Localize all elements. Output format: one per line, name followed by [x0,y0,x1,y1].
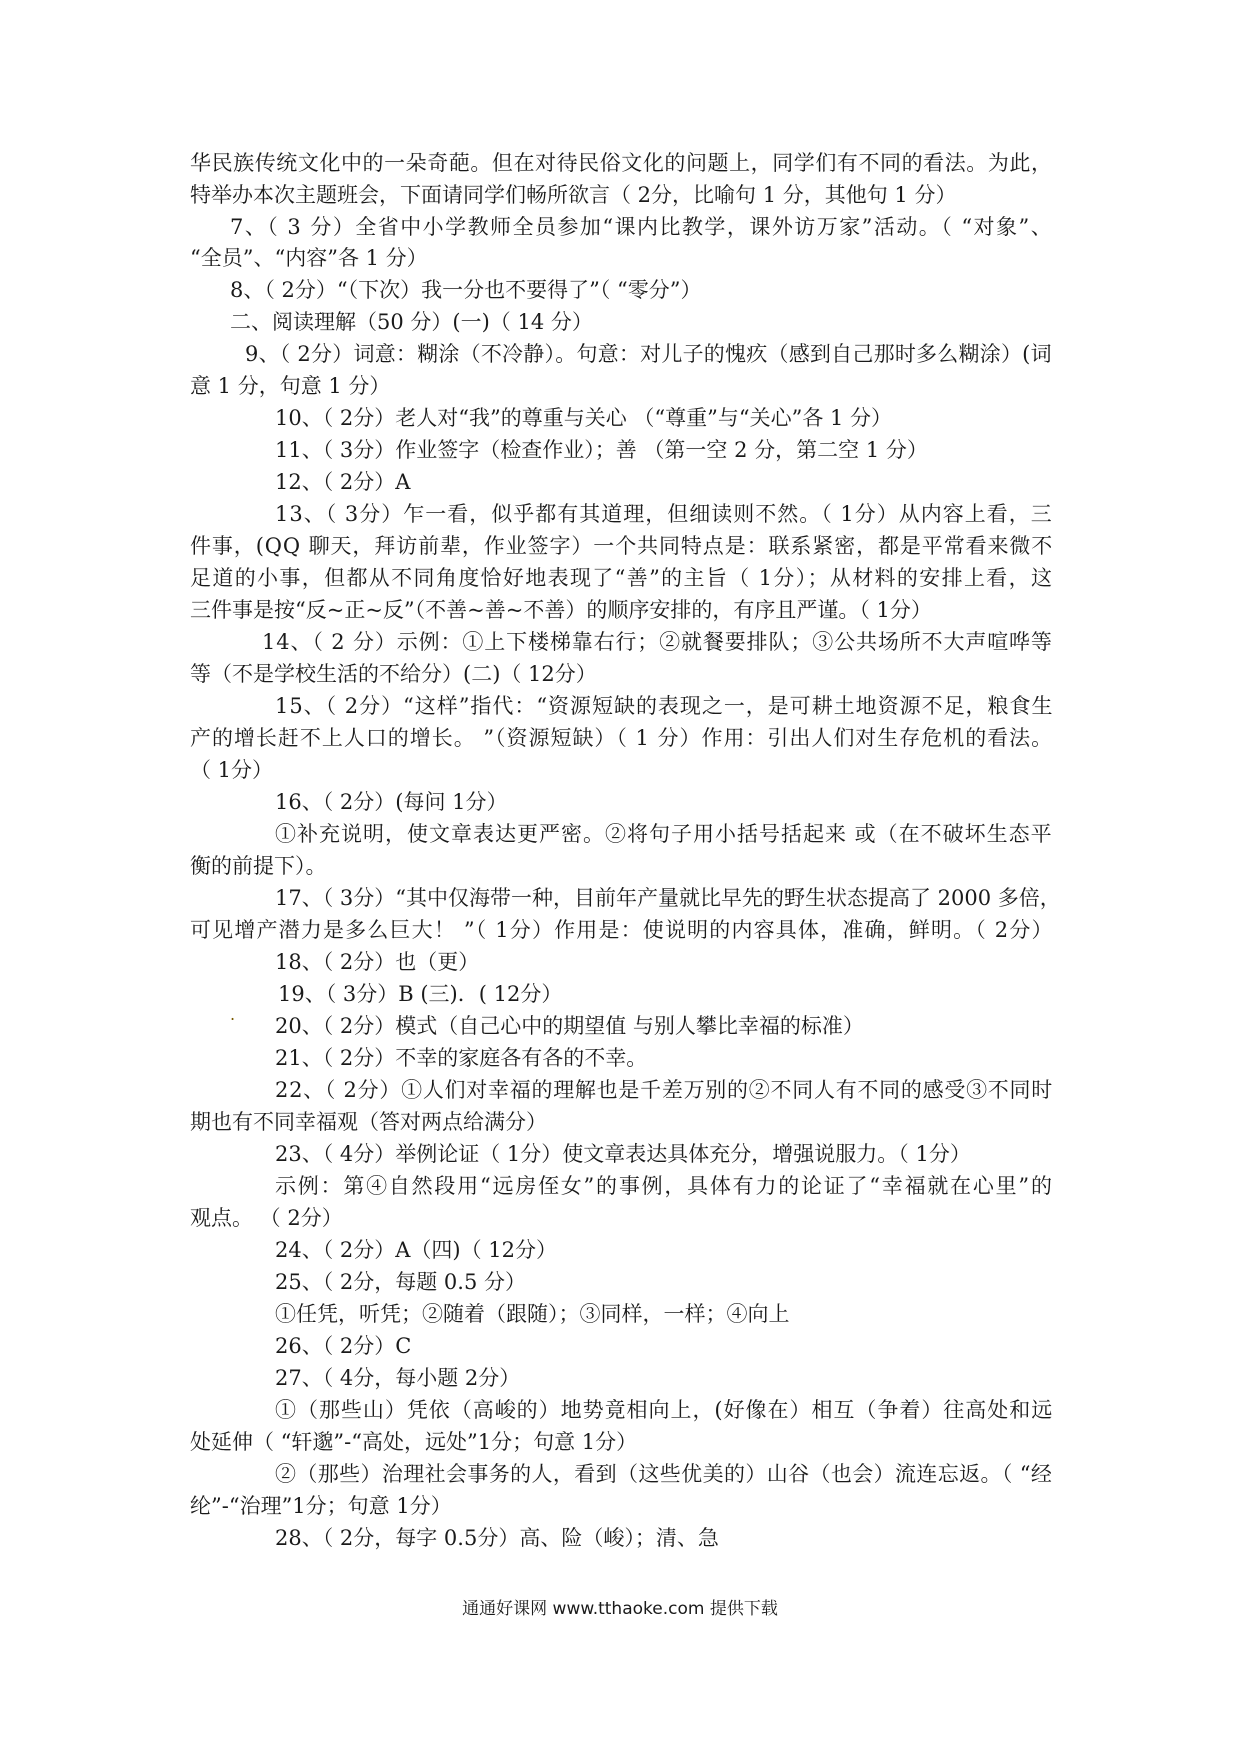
text-line: 16、（ 2分）(每问 1分） [275,790,508,814]
text-line: 观点。 （ 2分） [190,1206,343,1230]
text-line: 处延伸（ “轩邈”-“高处，远处”1分；句意 1分） [190,1430,638,1454]
text-line: 二、阅读理解（50 分）(一)（ 14 分） [230,310,593,334]
text-line: 15、（ 2分）“这样”指代：“资源短缺的表现之一，是可耕土地资源不足，粮食生 [275,694,1054,718]
text-line: 13、（ 3分）乍一看，似乎都有其道理，但细读则不然。（ 1分）从内容上看，三 [275,502,1053,526]
text-line: 27、（ 4分，每小题 2分） [275,1366,521,1390]
text-line: 18、（ 2分）也（更） [275,950,480,974]
stray-dot: . [230,1005,236,1024]
text-line: ①补充说明，使文章表达更严密。②将句子用小括号括起来 或（在不破坏生态平 [275,822,1053,846]
text-line: （ 1分） [190,758,274,782]
text-line: 22、（ 2分）①人们对幸福的理解也是千差万别的②不同人有不同的感受③不同时 [275,1078,1053,1102]
text-line: 意 1 分，句意 1 分） [190,374,391,398]
text-line: 24、（ 2分）A（四)（ 12分） [275,1238,558,1262]
text-line: 10、（ 2分）老人对“我”的尊重与关心 （“尊重”与“关心”各 1 分） [275,406,893,430]
text-line: 足道的小事，但都从不同角度恰好地表现了“善”的主旨（ 1分）；从材料的安排上看，这 [190,566,1054,590]
text-line: 示例：第④自然段用“远房侄女”的事例，具体有力的论证了“幸福就在心里”的 [275,1174,1054,1198]
text-line: 26、（ 2分）C [275,1334,412,1358]
text-line: 11、（ 3分）作业签字（检查作业）；善 （第一空 2 分，第二空 1 分） [275,438,928,462]
page-footer: 通通好课网 www.tthaoke.com 提供下载 [462,1599,778,1619]
text-line: 可见增产潜力是多么巨大！ ”（ 1分）作用是：使说明的内容具体，准确，鲜明。（ 2分） [190,918,1054,942]
text-line: 9、（ 2分）词意：糊涂（不冷静）。句意：对儿子的愧疚（感到自己那时多么糊涂）(词 [245,342,1052,366]
text-line: 特举办本次主题班会，下面请同学们畅所欲言（ 2分，比喻句 1 分，其他句 1 分） [190,183,957,207]
text-line: 三件事是按“反~正~反”（不善~善~不善）的顺序安排的，有序且严谨。（ 1分） [190,598,932,622]
text-line: 华民族传统文化中的一朵奇葩。但在对待民俗文化的问题上，同学们有不同的看法。为此， [190,151,1053,175]
text-line: 8、（ 2分）“（下次）我一分也不要得了”（ “零分”） [230,278,702,302]
text-line: 25、（ 2分，每题 0.5 分） [275,1270,527,1294]
text-line: 等（不是学校生活的不给分）(二)（ 12分） [190,662,597,686]
text-line: 件事，(QQ 聊天，拜访前辈，作业签字）一个共同特点是：联系紧密，都是平常看来微不 [190,534,1054,558]
text-line: 19、（ 3分）B (三)．( 12分） [278,982,563,1006]
text-line: 20、（ 2分）模式（自己心中的期望值 与别人攀比幸福的标准） [275,1014,864,1038]
text-line: ①任凭，听凭；②随着（跟随）；③同样，一样；④向上 [275,1302,790,1326]
text-line: 12、（ 2分）A [275,470,411,494]
text-line: 纶”-“治理”1分；句意 1分） [190,1494,452,1518]
text-line: ①（那些山）凭依（高峻的）地势竟相向上，(好像在）相互（争着）往高处和远 [275,1398,1054,1422]
text-line: 23、（ 4分）举例论证（ 1分）使文章表达具体充分，增强说服力。（ 1分） [275,1142,971,1166]
text-line: 产的增长赶不上人口的增长。 ”（资源短缺）（ 1 分）作用：引出人们对生存危机的看法。 [190,726,1054,750]
text-line: 28、（ 2分，每字 0.5分）高、险（峻）；清、急 [275,1526,719,1550]
text-line: 21、（ 2分）不幸的家庭各有各的不幸。 [275,1046,648,1070]
text-line: 17、（ 3分）“其中仅海带一种，目前年产量就比早先的野生状态提高了 2000 多倍， [275,886,1061,910]
text-line: 衡的前提下）。 [190,854,327,878]
text-line: ②（那些）治理社会事务的人，看到（这些优美的）山谷（也会）流连忘返。（ “经 [275,1462,1053,1486]
text-line: 期也有不同幸福观（答对两点给满分） [190,1110,547,1134]
text-line: 7、（ 3 分）全省中小学教师全员参加“课内比教学，课外访万家”活动。（ “对象”、 [230,215,1054,239]
text-line: “全员”、“内容”各 1 分） [190,246,428,270]
text-line: 14、（ 2 分）示例：①上下楼梯靠右行；②就餐要排队；③公共场所不大声喧哗等 [262,630,1053,654]
